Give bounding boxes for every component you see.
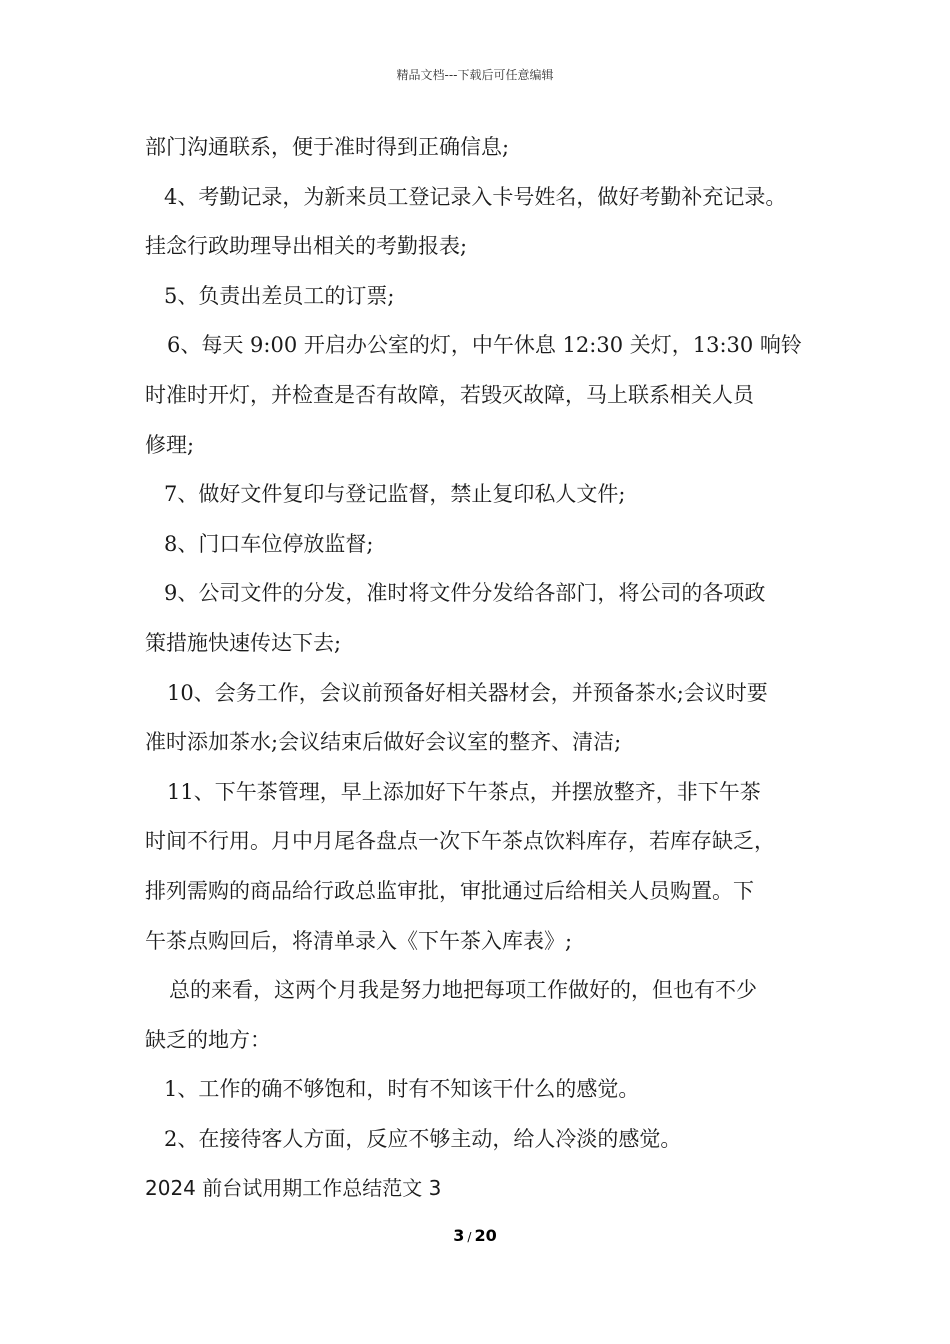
paragraph-line: 午茶点购回后，将清单录入《下午茶入库表》; (145, 928, 573, 953)
page-number (0, 1226, 950, 1245)
page-header: 精品文档---下载后可任意编辑 (396, 68, 554, 82)
list-item: 7、做好文件复印与登记监督，禁止复印私人文件; (164, 482, 626, 507)
paragraph-line: 总的来看，这两个月我是努力地把每项工作做好的，但也有不少 (169, 978, 757, 1003)
page-separator: / (467, 1230, 472, 1244)
paragraph-line: 策措施快速传达下去; (145, 630, 342, 655)
list-item: 10、会务工作，会议前预备好相关器材会，并预备茶水;会议时要 (167, 680, 768, 705)
paragraph-line: 时间不行用。月中月尾各盘点一次下午茶点饮料库存，若库存缺乏， (145, 829, 775, 854)
document-body (145, 123, 825, 1214)
list-item: 8、门口车位停放监督; (164, 531, 374, 556)
paragraph-line: 排列需购的商品给行政总监审批，审批通过后给相关人员购置。下 (145, 878, 754, 903)
paragraph-line: 缺乏的地方： (145, 1027, 271, 1052)
list-item: 1、工作的确不够饱和，时有不知该干什么的感觉。 (164, 1077, 640, 1102)
list-item: 5、负责出差员工的订票; (164, 283, 395, 308)
section-title: 2024 前台试用期工作总结范文 3 (145, 1176, 442, 1201)
paragraph-line: 挂念行政助理导出相关的考勤报表; (145, 234, 468, 259)
list-item: 2、在接待客人方面，反应不够主动，给人冷淡的感觉。 (164, 1126, 682, 1151)
total-pages-number: 20 (474, 1226, 497, 1245)
list-item: 6、每天 9:00 开启办公室的灯，中午休息 12:30 关灯，13:30 响铃 (167, 333, 802, 358)
list-item: 9、公司文件的分发，准时将文件分发给各部门，将公司的各项政 (164, 581, 766, 606)
current-page-number: 3 (453, 1226, 465, 1245)
list-item: 4、考勤记录，为新来员工登记录入卡号姓名，做好考勤补充记录。 (164, 184, 787, 209)
paragraph-line: 部门沟通联系，便于准时得到正确信息; (145, 135, 510, 159)
paragraph-line: 时准时开灯，并检查是否有故障，若毁灭故障，马上联系相关人员 (145, 382, 754, 407)
paragraph-line: 准时添加茶水;会议结束后做好会议室的整齐、清洁; (145, 730, 622, 755)
list-item: 11、下午茶管理，早上添加好下午茶点，并摆放整齐，非下午茶 (167, 779, 761, 804)
paragraph-line: 修理; (145, 432, 195, 457)
